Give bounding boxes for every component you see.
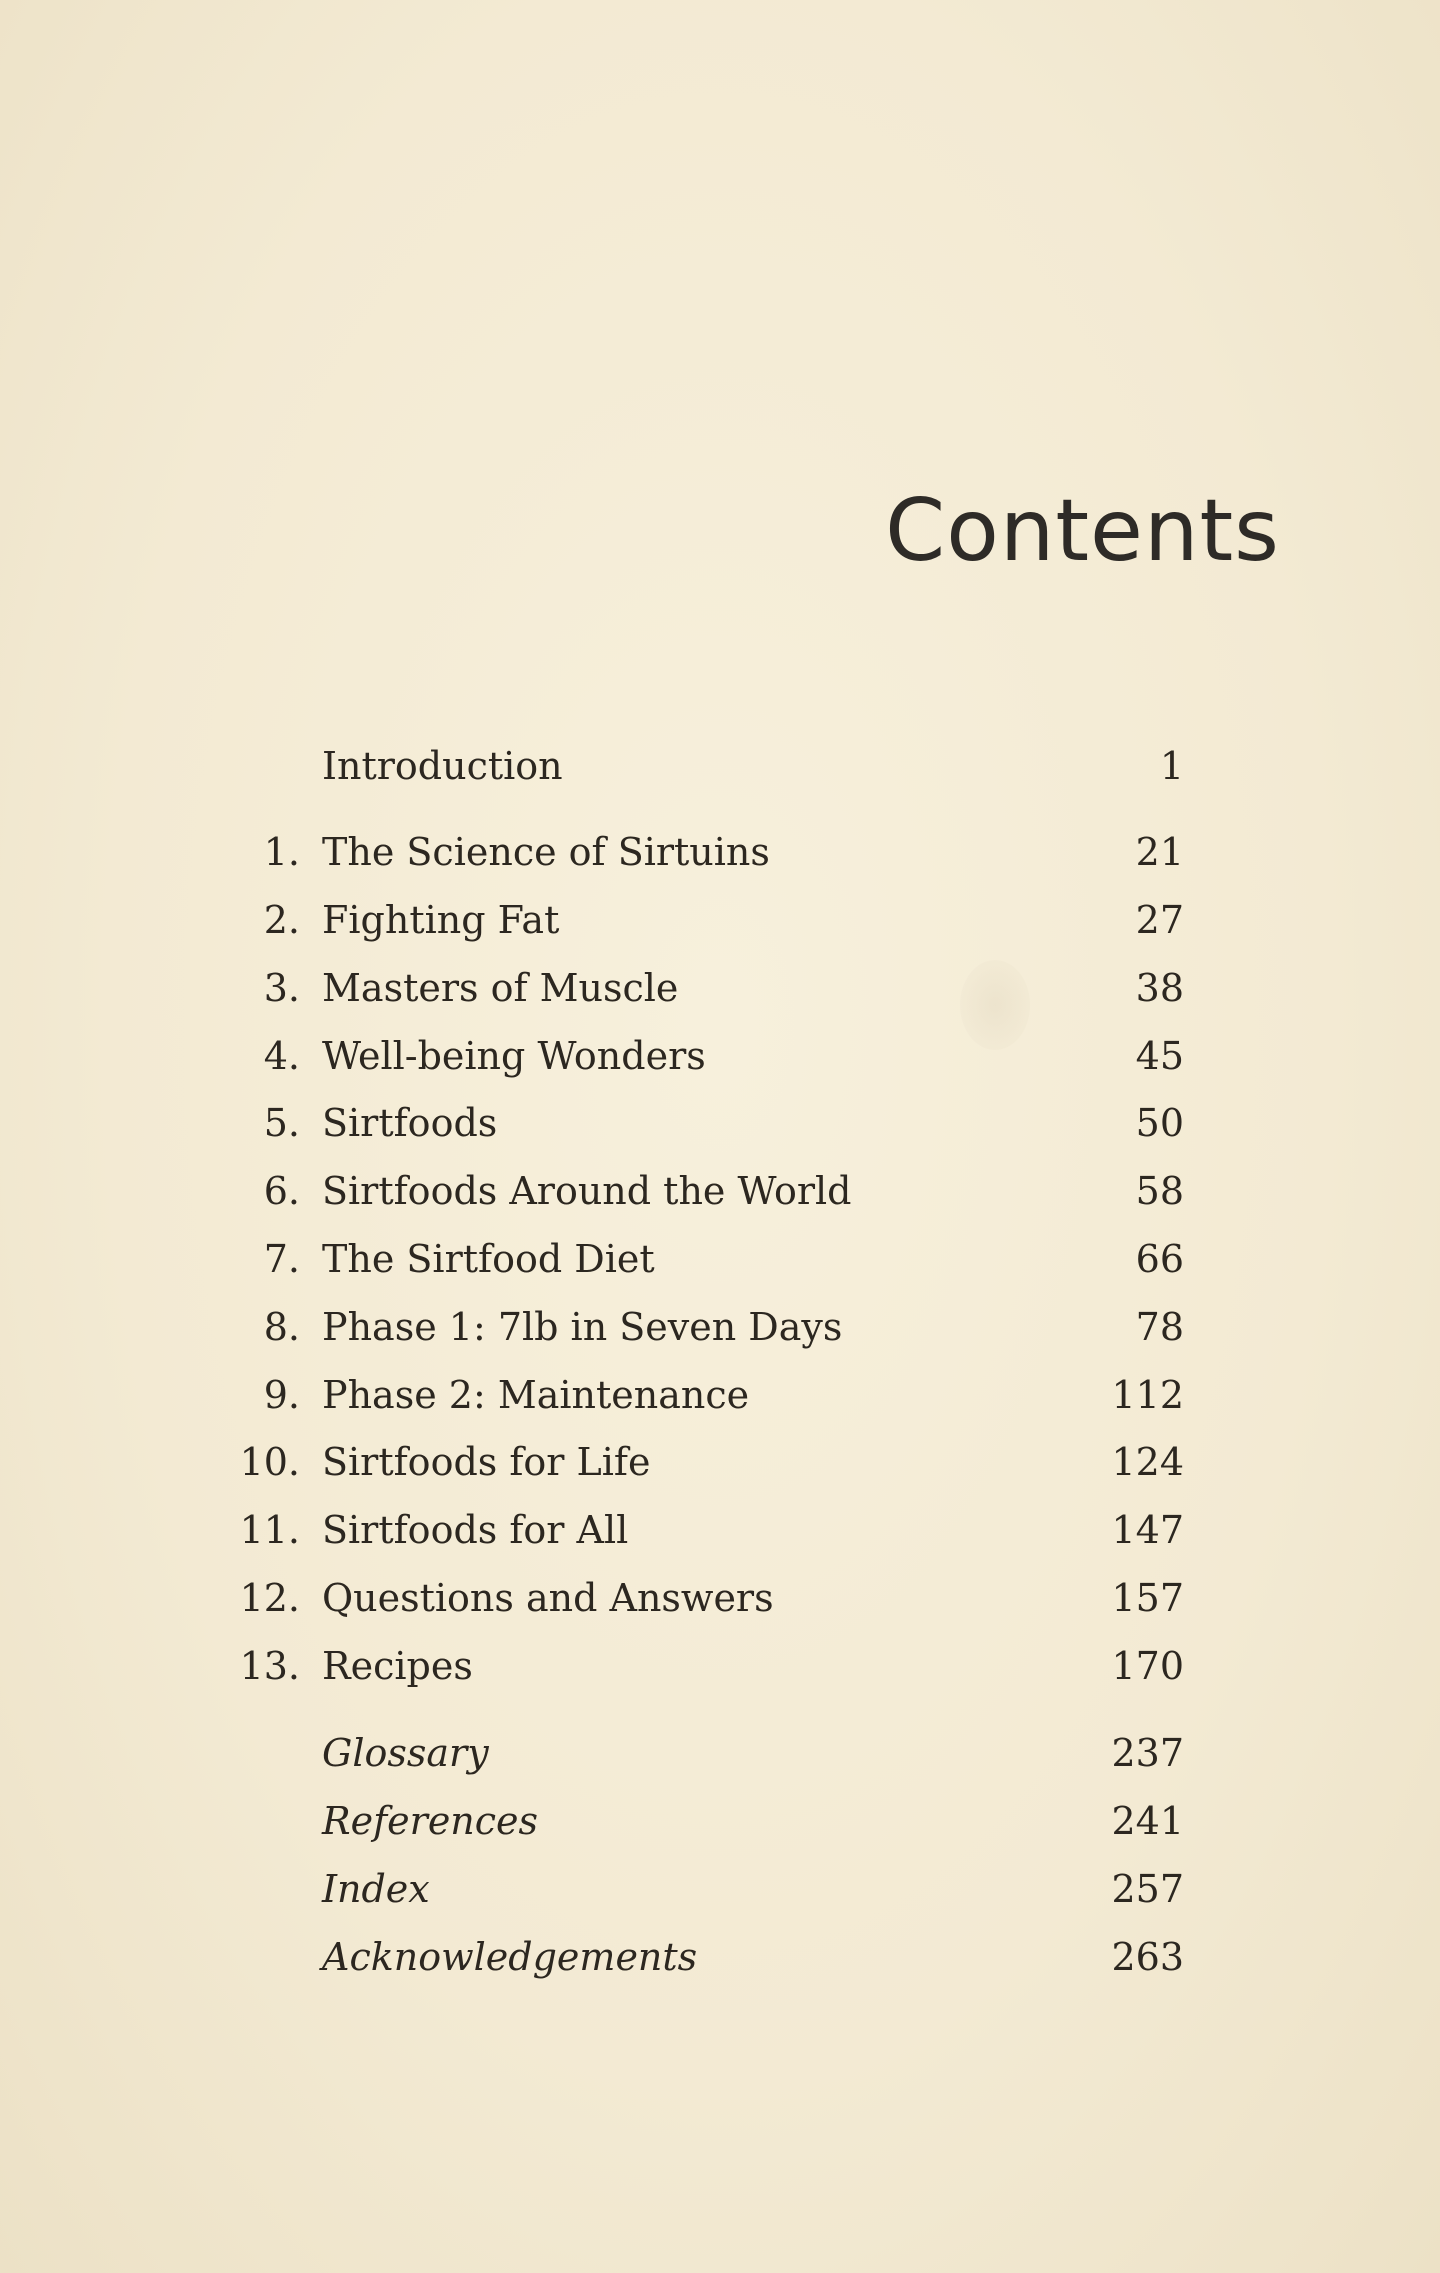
toc-entry-page-number: 66 <box>1135 1237 1184 1281</box>
toc-entry-label: Sirtfoods for All <box>322 1508 629 1552</box>
toc-entry-page-number: 237 <box>1111 1731 1184 1775</box>
toc-entry-page-number: 147 <box>1111 1508 1184 1552</box>
toc-entry-page-number: 58 <box>1135 1169 1184 1213</box>
toc-entry <box>0 1859 1440 1919</box>
toc-entry-number: 11. <box>239 1508 300 1552</box>
toc-entry <box>0 1161 1440 1221</box>
toc-entry-page-number: 241 <box>1111 1799 1184 1843</box>
toc-entry <box>0 1432 1440 1492</box>
toc-entry-page-number: 78 <box>1135 1305 1184 1349</box>
toc-entry <box>0 1927 1440 1987</box>
toc-entry-page-number: 112 <box>1111 1373 1184 1417</box>
toc-entry-label: Phase 1: 7lb in Seven Days <box>322 1305 843 1349</box>
toc-entry-page-number: 21 <box>1135 830 1184 874</box>
toc-entry <box>0 1093 1440 1153</box>
toc-entry-label: Glossary <box>322 1731 489 1775</box>
toc-entry-number: 9. <box>263 1373 300 1417</box>
toc-entry-label: Introduction <box>322 744 563 788</box>
toc-entry-label: Index <box>322 1867 430 1911</box>
toc-entry-label: Sirtfoods Around the World <box>322 1169 852 1213</box>
toc-entry-label: The Science of Sirtuins <box>322 830 770 874</box>
toc-entry-page-number: 263 <box>1111 1935 1184 1979</box>
toc-entry <box>0 1568 1440 1628</box>
toc-entry-page-number: 124 <box>1111 1440 1184 1484</box>
toc-entry-number: 12. <box>239 1576 300 1620</box>
toc-entry-label: Sirtfoods <box>322 1101 498 1145</box>
toc-entry <box>0 890 1440 950</box>
toc-entry-label: Acknowledgements <box>322 1935 698 1979</box>
page-title: Contents <box>885 481 1280 581</box>
toc-entry-label: Recipes <box>322 1644 473 1688</box>
toc-entry-number: 2. <box>263 898 300 942</box>
toc-entry-number: 10. <box>239 1440 300 1484</box>
toc-entry <box>0 822 1440 882</box>
toc-entry <box>0 1229 1440 1289</box>
toc-entry-page-number: 170 <box>1111 1644 1184 1688</box>
toc-entry-page-number: 27 <box>1135 898 1184 942</box>
toc-entry-page-number: 38 <box>1135 966 1184 1010</box>
toc-entry-label: Fighting Fat <box>322 898 560 942</box>
toc-entry-number: 7. <box>263 1237 300 1281</box>
toc-entry-label: Sirtfoods for Life <box>322 1440 651 1484</box>
toc-entry <box>0 1365 1440 1425</box>
toc-entry-number: 6. <box>263 1169 300 1213</box>
toc-entry-number: 4. <box>263 1034 300 1078</box>
toc-entry <box>0 1297 1440 1357</box>
toc-entry <box>0 1791 1440 1851</box>
toc-entry <box>0 736 1440 796</box>
toc-entry-label: Well-being Wonders <box>322 1034 706 1078</box>
toc-entry-number: 3. <box>263 966 300 1010</box>
toc-entry <box>0 1723 1440 1783</box>
toc-entry-page-number: 45 <box>1135 1034 1184 1078</box>
toc-entry-page-number: 257 <box>1111 1867 1184 1911</box>
toc-entry-page-number: 1 <box>1159 744 1184 788</box>
toc-entry-label: Masters of Muscle <box>322 966 679 1010</box>
toc-entry <box>0 1026 1440 1086</box>
toc-entry-label: The Sirtfood Diet <box>322 1237 655 1281</box>
toc-entry <box>0 1500 1440 1560</box>
toc-entry-label: Questions and Answers <box>322 1576 774 1620</box>
toc-entry-number: 13. <box>239 1644 300 1688</box>
toc-entry-page-number: 157 <box>1111 1576 1184 1620</box>
toc-entry-page-number: 50 <box>1135 1101 1184 1145</box>
toc-entry-label: References <box>322 1799 539 1843</box>
toc-entry-number: 1. <box>263 830 300 874</box>
toc-entry-number: 8. <box>263 1305 300 1349</box>
toc-entry <box>0 958 1440 1018</box>
toc-entry <box>0 1636 1440 1696</box>
toc-entry-label: Phase 2: Maintenance <box>322 1373 750 1417</box>
toc-entry-number: 5. <box>263 1101 300 1145</box>
